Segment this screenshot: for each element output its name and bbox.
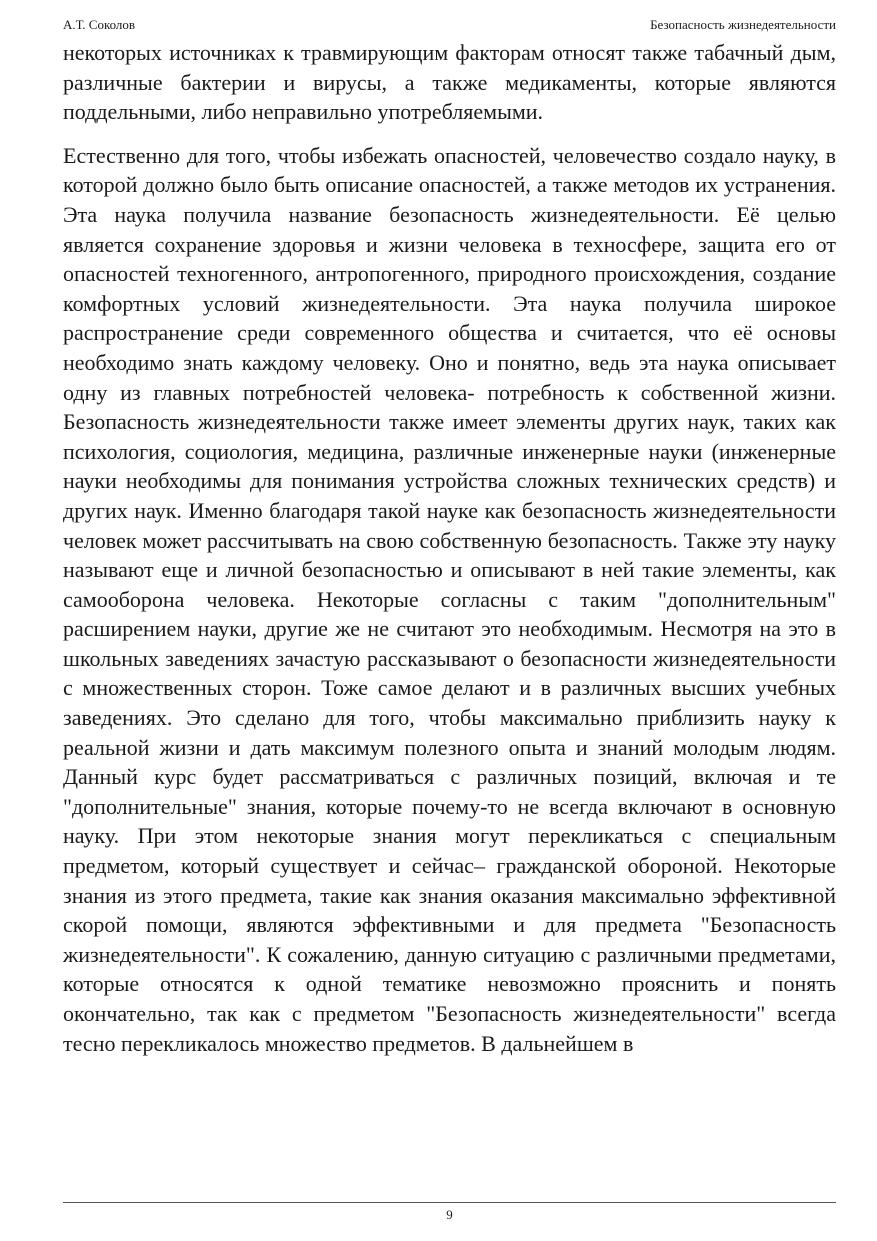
- document-page: [63, 0, 836, 1241]
- paragraph: Естественно для того, чтобы избежать опасностей, человечество создало науку, в которой должно было быть описание опасностей, а также методов их устранения. Эта наука получила название безопасность жизнедеятельности. Её целью является сохранение здоровья и жизни человека в техносфере, защита его от опасностей техногенного, антропогенного, природного происхождения, создание комфортных условий жизнедеятельности. Эта наука получила широкое распространение среди современного общества и считается, что её основы необходимо знать каждому человеку. Оно и понятно, ведь эта наука описывает одну из главных потребностей человека- потребность к собственной жизни. Безопасность жизнедеятельности также имеет элементы других наук, таких как психология, социология, медицина, различные инженерные науки (инженерные науки необходимы для понимания устройства сложных технических средств) и других наук. Именно благодаря такой науке как безопасность жизнедеятельности человек может рассчитывать на свою собственную безопасность. Также эту науку называют еще и личной безопасностью и описывают в ней такие элементы, как самооборона человека. Некоторые согласны с таким "дополнительным" расширением науки, другие же не считают это необходимым. Несмотря на это в школьных заведениях зачастую рассказывают о безопасности жизнедеятельности с множественных сторон. Тоже самое делают и в различных высших учебных заведениях. Это сделано для того, чтобы максимально приблизить науку к реальной жизни и дать максимум полезного опыта и знаний молодым людям. Данный курс будет рассматриваться с различных позиций, включая и те "дополнительные" знания, которые почему-то не всегда включают в основную науку. При этом некоторые знания могут перекликаться с специальным предметом, который существует и сейчас– гражданской обороной. Некоторые знания из этого предмета, такие как знания оказания максимально эффективной скорой помощи, являются эффективными и для предмета "Безопасность жизнедеятельности". К сожалению, данную ситуацию с различными предметами, которые относятся к одной тематике невозможно прояснить и понять окончательно, так как с предметом "Безопасность жизнедеятельности" всегда тесно перекликалось множество предметов. В дальнейшем в: [63, 142, 836, 1056]
- body-text: [63, 38, 836, 1058]
- running-header: [63, 16, 836, 34]
- header-author: А.Т. Соколов: [63, 17, 136, 32]
- page-number: 9: [446, 1207, 453, 1222]
- footer-divider: [63, 1202, 836, 1203]
- paragraph: некоторых источниках к травмирующим факторам относят также табачный дым, различные бактерии и вирусы, а также медикаменты, которые являются поддельными, либо неправильно употребляемыми.: [63, 40, 836, 125]
- header-title: Безопасность жизнедеятельности: [650, 17, 836, 32]
